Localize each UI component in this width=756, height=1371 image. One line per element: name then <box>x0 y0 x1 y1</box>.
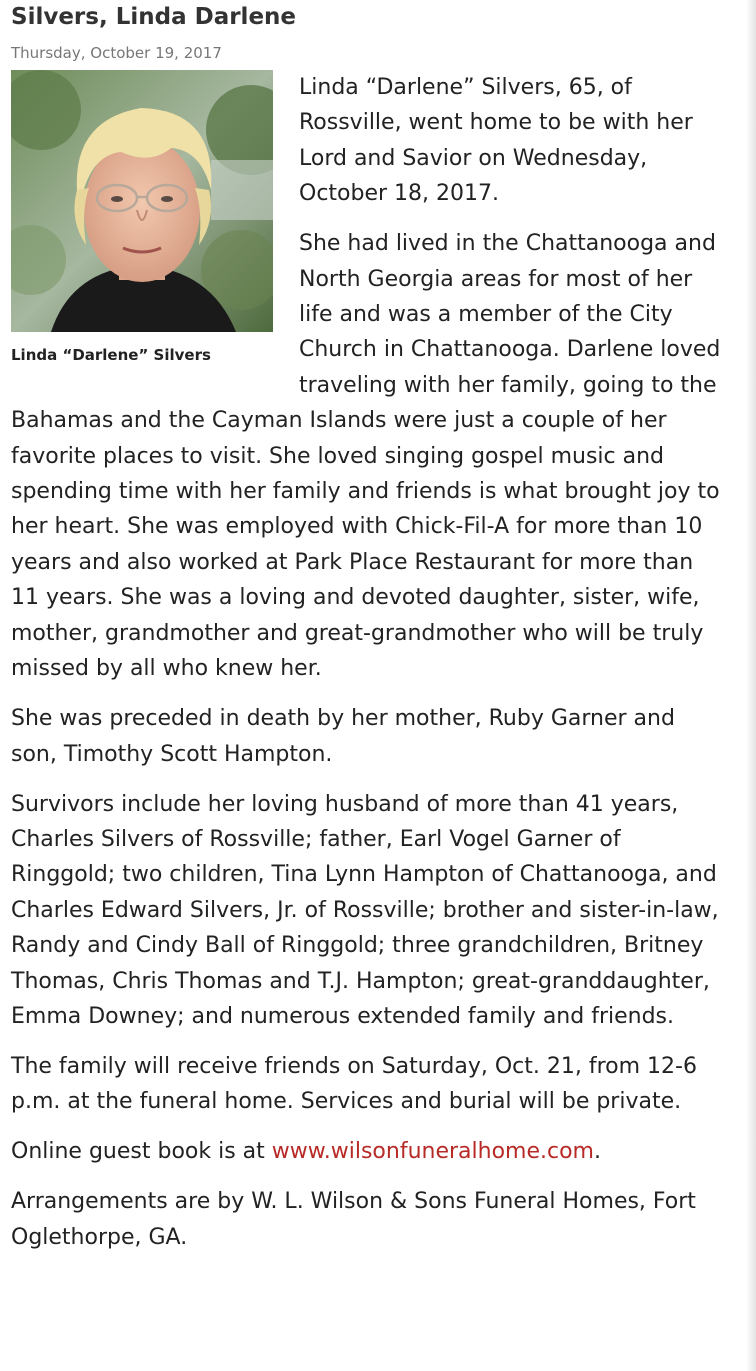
obituary-title: Silvers, Linda Darlene <box>11 4 297 30</box>
obituary-body <box>11 70 727 1270</box>
paragraph-guestbook <box>11 1134 727 1169</box>
publish-date: Thursday, October 19, 2017 <box>11 44 222 62</box>
guestbook-text: Online guest book is at <box>11 1139 272 1165</box>
paragraph-visitation: The family will receive friends on Saturday, Oct. 21, from 12-6 p.m. at the funeral home. Services and burial will be private. <box>11 1053 697 1115</box>
page-edge-shadow <box>746 0 756 1371</box>
guestbook-period: . <box>593 1139 601 1165</box>
photo-caption: Linda “Darlene” Silvers <box>11 346 211 364</box>
photo-spacer <box>11 70 299 384</box>
paragraph-life: She had lived in the Chattanooga and North Georgia areas for most of her life and was a member of the City Church in Chattanooga. Darlene loved traveling with her family, going to the Bahamas and the Cayman Islands were just a couple of her favorite places to visit. She loved singing gospel music and spending time with her family and friends is what brought joy to her heart. She was employed with Chick-Fil-A for more than 10 years and also worked at Park Place Restaurant for more than 11 years. She was a loving and devoted daughter, sister, wife, mother, grandmother and great-grandmother who will be truly missed by all who knew her. <box>11 231 721 682</box>
paragraph-announcement: Linda “Darlene” Silvers, 65, of Rossville, went home to be with her Lord and Savior on Wednesday, October 18, 2017. <box>299 75 693 207</box>
paragraph-survivors: Survivors include her loving husband of more than 41 years, Charles Silvers of Rossville; father, Earl Vogel Garner of Ringgold; two children, Tina Lynn Hampton of Chattanooga, and Charles Edward Silvers, Jr. of Rossville; brother and sister-in-law, Randy and Cindy Ball of Ringgold; three grandchildren, Britney Thomas, Chris Thomas and T.J. Hampton; great-granddaughter, Emma Downey; and numerous extended family and friends. <box>11 791 719 1029</box>
paragraph-arrangements: Arrangements are by W. L. Wilson & Sons Funeral Homes, Fort Oglethorpe, GA. <box>11 1189 696 1250</box>
paragraph-preceded: She was preceded in death by her mother, Ruby Garner and son, Timothy Scott Hampton. <box>11 706 675 767</box>
funeral-home-link[interactable]: www.wilsonfuneralhome.com <box>271 1139 594 1165</box>
